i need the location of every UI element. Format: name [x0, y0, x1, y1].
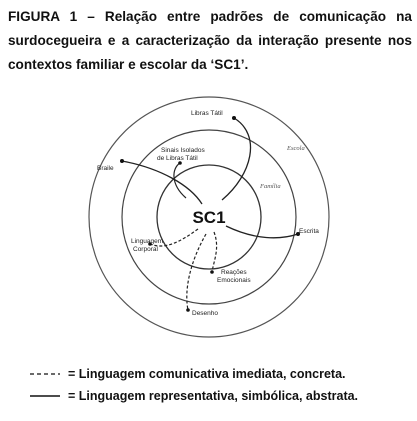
caption-line-3: contextos familiar e escolar da ‘SC1’. — [8, 57, 249, 72]
node-dot-reacoes-emocionais — [210, 270, 214, 274]
legend-solid-text: = Linguagem representativa, simbólica, abstrata. — [68, 388, 359, 403]
node-dot-braile — [120, 159, 124, 163]
node-label-sinais-isolados-2: de Libras Tátil — [157, 155, 198, 162]
ring-label-familia: Família — [260, 183, 281, 190]
caption-line-1: FIGURA 1 – Relação entre padrões de comunicação na — [8, 9, 412, 24]
node-dot-desenho — [186, 308, 190, 312]
node-label-escrita: Escrita — [299, 228, 319, 235]
dashed-line-symbol — [30, 369, 62, 379]
curve-braile — [122, 161, 202, 204]
node-dot-libras-tatil — [232, 116, 236, 120]
node-label-libras-tatil: Libras Tátil — [191, 110, 223, 117]
ring-label-escola: Escola — [287, 145, 305, 152]
node-label-braile: Braile — [97, 165, 114, 172]
node-label-linguagem-corporal-2: Corporal — [133, 246, 158, 253]
legend-dashed-text: = Linguagem comunicativa imediata, concreta. — [68, 366, 346, 381]
center-label-sc1: SC1 — [192, 208, 226, 227]
node-label-desenho: Desenho — [192, 310, 219, 317]
node-label-reacoes-emocionais-2: Emocionais — [217, 277, 251, 284]
curve-libras-tatil — [222, 118, 251, 200]
curve-desenho — [187, 234, 206, 310]
solid-line-symbol — [30, 391, 62, 401]
node-label-reacoes-emocionais-1: Reações — [221, 269, 247, 276]
node-label-linguagem-corporal-1: Linguagem — [131, 238, 164, 245]
curve-escrita — [226, 226, 298, 238]
legend-solid — [30, 387, 358, 409]
legend-dashed — [30, 365, 346, 387]
node-label-sinais-isolados-1: Sinais Isolados — [161, 147, 205, 154]
caption-line-2: surdocegueira e a caracterização da interação presente nos — [8, 33, 412, 48]
curve-reacoes-emocionais — [212, 232, 217, 272]
